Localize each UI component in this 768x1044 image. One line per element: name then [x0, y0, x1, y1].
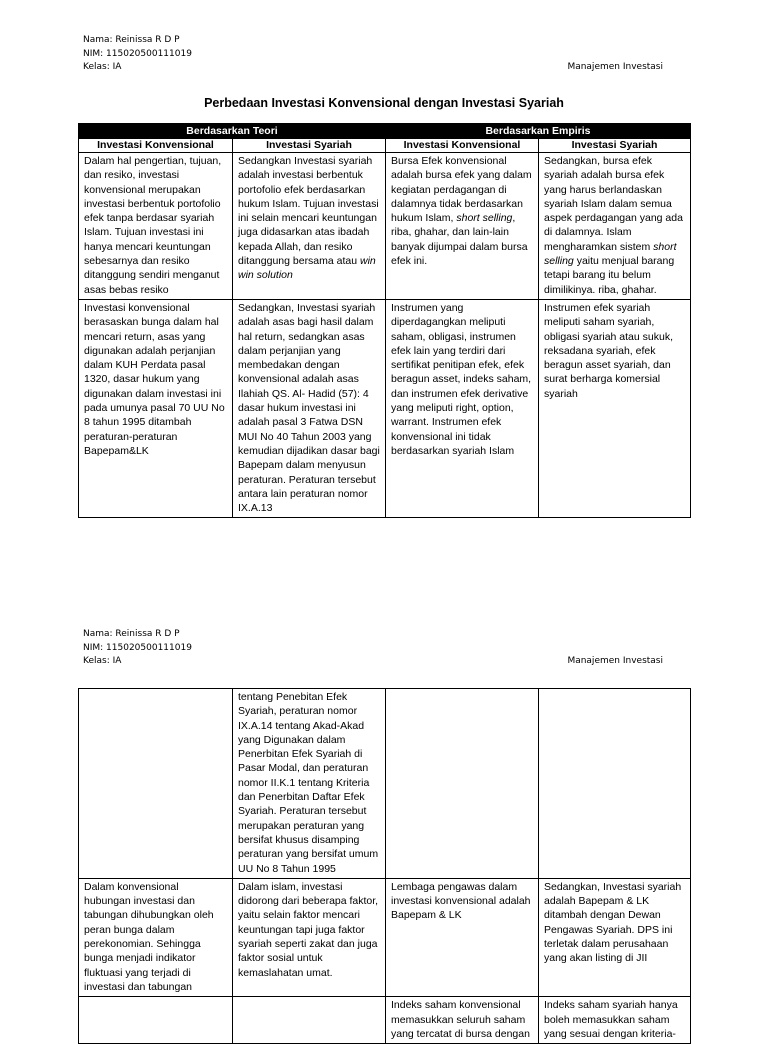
student-nim: NIM: 115020500111019: [83, 642, 192, 653]
cell-text: Instrumen efek syariah meliputi saham syariah, obligasi syariah atau sukuk, reksadana syariah, efek beragun asset syariah, dan surat berharga komersial syariah: [544, 301, 673, 400]
cell-text-part: Sedangkan, bursa efek syariah adalah bursa efek yang harus berlandaskan syariah Islam dalam semua aspek perdagangan yang ada di dalamnya. Islam mengharamkan sistem: [544, 155, 683, 253]
column-header: Investasi Konvensional: [386, 139, 539, 153]
table-cell: [539, 878, 691, 996]
table-cell: [386, 153, 539, 300]
course-name: Manajemen Investasi: [567, 656, 663, 666]
student-class: Kelas: IA: [83, 62, 122, 72]
student-name: Nama: Reinissa R D P: [83, 629, 180, 639]
table-cell: [539, 299, 691, 517]
table-cell: [79, 997, 233, 1044]
table-header-row: [79, 139, 691, 153]
cell-text: Indeks saham syariah hanya boleh memasukkan saham yang sesuai dengan kriteria-: [544, 999, 678, 1040]
band-teori: Berdasarkan Teori: [79, 124, 386, 139]
table-cell: [79, 299, 233, 517]
comparison-table-continued: [78, 688, 691, 1044]
student-name: Nama: Reinissa R D P: [83, 35, 180, 45]
table-row: [79, 878, 691, 996]
table-cell: [79, 689, 233, 879]
cell-text-part: , riba, ghahar, dan lain-lain banyak dijumpai dalam bursa efek ini.: [391, 212, 528, 268]
cell-text: [391, 154, 534, 268]
table-band-row: [79, 124, 691, 139]
table-row: [79, 299, 691, 517]
table-cell: [233, 997, 386, 1044]
band-empiris: Berdasarkan Empiris: [386, 124, 691, 139]
column-header: Investasi Konvensional: [79, 139, 233, 153]
cell-text-italic: win win solution: [238, 255, 376, 282]
table-cell: [233, 299, 386, 517]
table-cell: [386, 997, 539, 1044]
table-cell: [386, 689, 539, 879]
cell-text: Sedangkan, Investasi syariah adalah Bapepam & LK ditambah dengan Dewan Pengawas Syariah. DPS ini terletak dalam perusahaan yang akan listing di JII: [544, 880, 682, 965]
student-info: [83, 628, 192, 669]
table-cell: [79, 878, 233, 996]
cell-text: [544, 154, 686, 297]
document-title: Perbedaan Investasi Konvensional dengan Investasi Syariah: [204, 96, 564, 110]
student-info: [83, 34, 192, 75]
cell-text: Sedangkan, Investasi syariah adalah asas bagi hasil dalam hal return, sedangkan asas dalam perjanjian yang membedakan dengan konvensional adalah asas Ilahiah QS. Al- Hadid (57): 4 dasar hukum investasi ini adalah pasal 3 Fatwa DSN MUI No 40 Tahun 2003 yang kemudian dijadikan dasar bagi Bapepam dalam menyusun peraturan. Peraturan tersebut antara lain peraturan nomor IX.A.13: [238, 301, 380, 515]
column-header: Investasi Syariah: [539, 139, 691, 153]
cell-text: Instrumen yang diperdagangkan meliputi saham, obligasi, instrumen efek lain yang terdiri dari sertifikat penitipan efek, efek beragun asset, indeks saham, dan instrumen efek derivative yang meliputi right, option, warrant. Instrumen efek konvensional ini tidak berdasarkan syariah Islam: [391, 301, 532, 457]
student-nim: NIM: 115020500111019: [83, 48, 192, 59]
table-cell: [539, 997, 691, 1044]
column-header: Investasi Syariah: [233, 139, 386, 153]
table-cell: [539, 153, 691, 300]
cell-text-part: Bursa Efek konvensional adalah bursa efek yang dalam kegiatan perdagangan di dalamnya tidak berdasarkan hukum Islam,: [391, 155, 532, 225]
cell-text: Investasi konvensional berasaskan bunga dalam hal mencari return, asas yang digunakan adalah perjanjian dalam KUH Perdata pasal 1320, dasar hukum yang digunakan dalam investasi ini pada umunya pasal 70 UU No 8 tahun 1995 ditambah peraturan-peraturan Bapepam&LK: [84, 301, 225, 457]
table-cell: [539, 689, 691, 879]
table-cell: [233, 689, 386, 879]
cell-text: Dalam hal pengertian, tujuan, dan resiko, investasi konvensional merupakan investasi berbentuk portofolio efek tanpa berdasar syariah Islam. Tujuan investasi ini hanya mencari keuntungan sebesarnya dan resiko ditanggung sendiri menganut asas bebas resiko: [84, 155, 222, 296]
cell-text: Lembaga pengawas dalam investasi konvensional adalah Bapepam & LK: [391, 880, 531, 922]
table-cell: [79, 153, 233, 300]
table-cell: [233, 153, 386, 300]
table-cell: [233, 878, 386, 996]
table-cell: [386, 299, 539, 517]
cell-text: Dalam islam, investasi didorong dari beberapa faktor, yaitu selain faktor mencari keuntungan tapi juga faktor syariah seperti zakat dan juga faktor sosial untuk kemaslahatan umat.: [238, 880, 379, 979]
cell-text-italic: short selling: [456, 212, 513, 225]
cell-text-italic: short selling: [544, 240, 677, 268]
table-row: [79, 997, 691, 1044]
cell-text: Indeks saham konvensional memasukkan seluruh saham yang tercatat di bursa dengan: [391, 999, 530, 1040]
table-row: [79, 689, 691, 879]
cell-text-part: yaitu menjual barang tetapi barang itu belum dimilikinya. riba, ghahar.: [544, 255, 675, 296]
document-page-2: [0, 628, 768, 1040]
course-name: Manajemen Investasi: [567, 62, 663, 72]
cell-text: [238, 154, 381, 283]
table-row: [79, 153, 691, 300]
student-class: Kelas: IA: [83, 656, 122, 666]
cell-text: tentang Penebitan Efek Syariah, peraturan nomor IX.A.14 tentang Akad-Akad yang Digunakan dalam Penerbitan Efek Syariah di Pasar Modal, dan peraturan nomor II.K.1 tentang Kriteria dan Penerbitan Daftar Efek Syariah. Peraturan tersebut merupakan peraturan yang bersifat khusus disamping peraturan yang bersifat umum UU No 8 Tahun 1995: [238, 691, 379, 875]
cell-text-part: Sedangkan Investasi syariah adalah investasi berbentuk portofolio efek berdasarkan hukum Islam. Tujuan investasi ini selain mencari keuntungan juga didasarkan atas ibadah kepada Allah, dan resiko ditanggung bersama atau: [238, 155, 379, 268]
comparison-table: [78, 123, 691, 518]
table-cell: [386, 878, 539, 996]
cell-text: Dalam konvensional hubungan investasi dan tabungan dihubungkan oleh peran bunga dalam perekonomian. Sehingga bunga menjadi indikator fluktuasi yang terjadi di investasi dan tabungan: [84, 880, 214, 993]
